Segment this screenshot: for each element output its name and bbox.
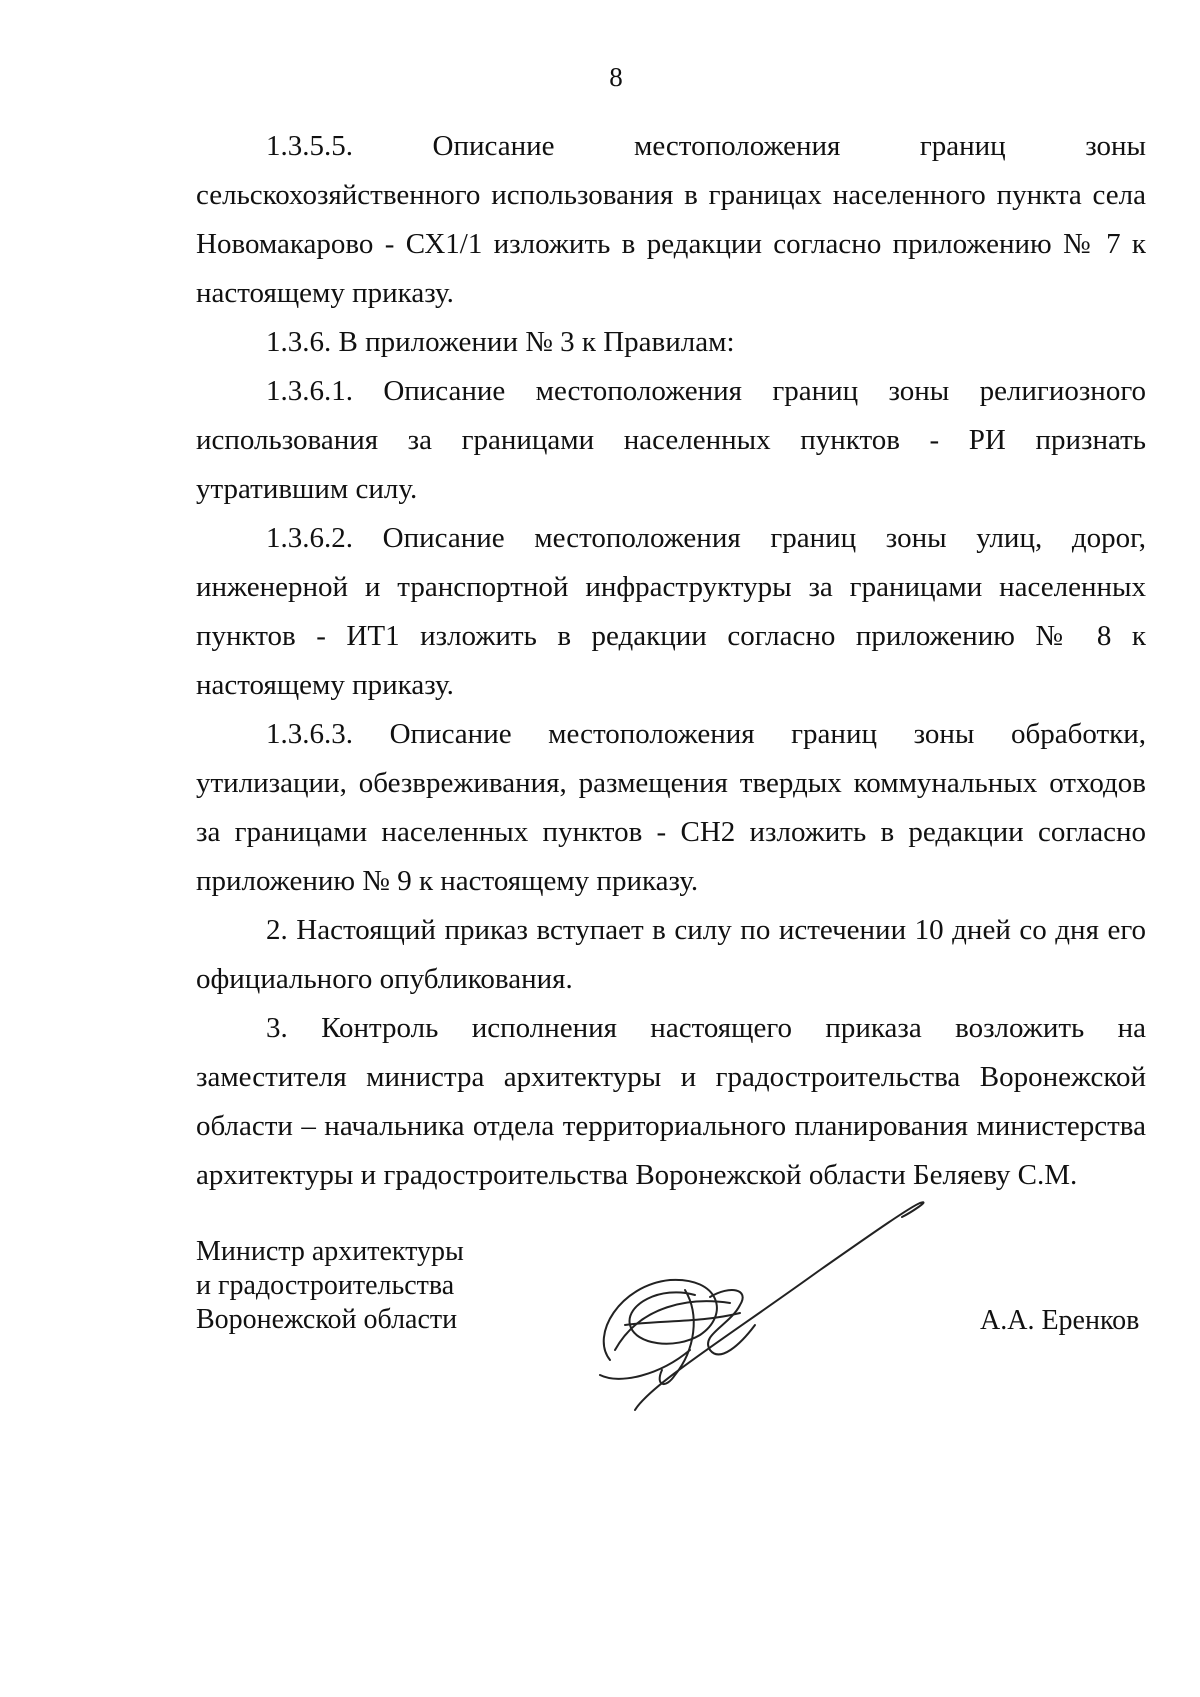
paragraph-1-3-6-1: 1.3.6.1. Описание местоположения границ зоны религиозного использования за границами населенных пунктов - РИ признать утратившим силу. xyxy=(196,375,1146,505)
signatory-name: А.А. Еренков xyxy=(980,1305,1140,1336)
paragraph-3: 3. Контроль исполнения настоящего приказа возложить на заместителя министра архитектуры и градостроительства Воронежской области – начальника отдела территориального планирования министерства архитектуры и градостроительства Воронежской области Беляеву С.М. xyxy=(196,1012,1146,1191)
page-number: 8 xyxy=(609,62,623,92)
signatory-title-line: Воронежской области xyxy=(196,1304,458,1335)
signatory-title xyxy=(196,1235,464,1337)
paragraph-2: 2. Настоящий приказ вступает в силу по истечении 10 дней со дня его официального опубликования. xyxy=(196,914,1146,995)
handwritten-signature xyxy=(580,1185,940,1425)
paragraph-1-3-6-3: 1.3.6.3. Описание местоположения границ зоны обработки, утилизации, обезвреживания, размещения твердых коммунальных отходов за границами населенных пунктов - СН2 изложить в редакции согласно приложению № 9 к настоящему приказу. xyxy=(196,718,1146,897)
signatory-title-line: Министр архитектуры xyxy=(196,1236,464,1267)
paragraph-1-3-6-2: 1.3.6.2. Описание местоположения границ зоны улиц, дорог, инженерной и транспортной инфраструктуры за границами населенных пунктов - ИТ1 изложить в редакции согласно приложению № 8 к настоящему приказу. xyxy=(196,522,1146,701)
signatory-title-line: и градостроительства xyxy=(196,1270,455,1301)
document-body xyxy=(196,122,1146,1200)
paragraph-1-3-6: 1.3.6. В приложении № 3 к Правилам: xyxy=(266,326,735,358)
paragraph-1-3-5-5: 1.3.5.5. Описание местоположения границ зоны сельскохозяйственного использования в границах населенного пункта села Новомакарово - СХ1/1 изложить в редакции согласно приложению № 7 к настоящему приказу. xyxy=(196,130,1146,309)
